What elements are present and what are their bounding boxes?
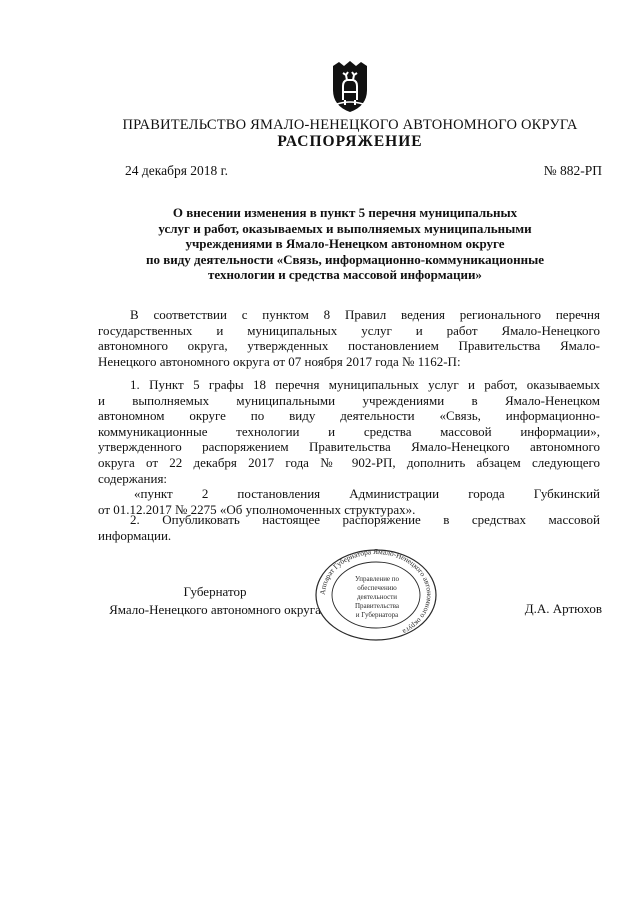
paragraph-line: округа от 22 декабря 2017 года № 902-РП, дополнить абзацем следующего [98, 454, 600, 470]
paragraph-line: автономного округа, утвержденных постановлением Правительства Ямало- [98, 338, 600, 354]
stamp-center-line: обеспечению [357, 584, 397, 592]
subject-line: по виду деятельности «Связь, информационно-коммуникационные [145, 251, 545, 267]
government-title: ПРАВИТЕЛЬСТВО ЯМАЛО-НЕНЕЦКОГО АВТОНОМНОГО ОКРУГА [122, 117, 578, 133]
paragraph-line: от 01.12.2017 № 2275 «Об уполномоченных структурах». [98, 501, 416, 517]
paragraph-line: и выполняемых муниципальными учреждениями в Ямало-Ненецком [98, 392, 600, 408]
paragraph-line: содержания: [98, 470, 168, 486]
paragraph-line: утвержденного распоряжением Правительства Ямало-Ненецкого автономного [98, 439, 600, 455]
paragraph-line: информации. [98, 527, 172, 543]
paragraph-line: Ненецкого автономного округа от 07 ноября 2017 года № 1162-П: [98, 353, 461, 369]
item-1-paragraph [98, 377, 600, 486]
preamble-paragraph [98, 307, 600, 369]
stamp-center-line: деятельности [356, 593, 398, 601]
signatory-position-line: Ямало-Ненецкого автономного округа [109, 602, 321, 617]
item-2-paragraph [98, 512, 600, 543]
signatory-position-line: Губернатор [183, 584, 247, 599]
paragraph-line: автономном округе по виду деятельности «Связь, информационно- [98, 408, 600, 424]
stamp-ring-text: Аппарат Губернатора Ямало-Ненецкого автономного округа [317, 548, 435, 637]
document-type-title: РАСПОРЯЖЕНИЕ [277, 133, 423, 150]
coat-of-arms-icon [327, 60, 373, 114]
stamp-center-line: Правительства [354, 602, 400, 610]
paragraph-line: коммуникационные технологии и средства массовой информации», [98, 423, 600, 439]
subject-line: О внесении изменения в пункт 5 перечня муниципальных [172, 205, 518, 220]
paragraph-line: государственных и муниципальных услуг и работ Ямало-Ненецкого [98, 322, 600, 338]
signatory-name: Д.А. Артюхов [524, 601, 602, 616]
official-stamp [313, 548, 439, 642]
subject-line: технологии и средства массовой информации» [208, 267, 482, 283]
stamp-center-line: и Губернатора [355, 611, 399, 619]
paragraph-line: В соответствии с пунктом 8 Правил ведения регионального перечня [130, 307, 600, 322]
document-subject [100, 205, 590, 283]
document-number: № 882-РП [543, 163, 602, 178]
subject-line: учреждениями в Ямало-Ненецком автономном округе [185, 236, 505, 252]
stamp-center-line: Управление по [354, 575, 400, 583]
paragraph-line: «пункт 2 постановления Администрации города Губкинский [134, 486, 600, 501]
paragraph-line: 1. Пункт 5 графы 18 перечня муниципальных услуг и работ, оказываемых [130, 377, 600, 392]
subject-line: услуг и работ, оказываемых и выполняемых муниципальными [158, 220, 532, 236]
paragraph-line: 2. Опубликовать настоящее распоряжение в средствах массовой [130, 512, 600, 527]
document-date: 24 декабря 2018 г. [125, 163, 229, 178]
signatory-position [100, 583, 330, 619]
